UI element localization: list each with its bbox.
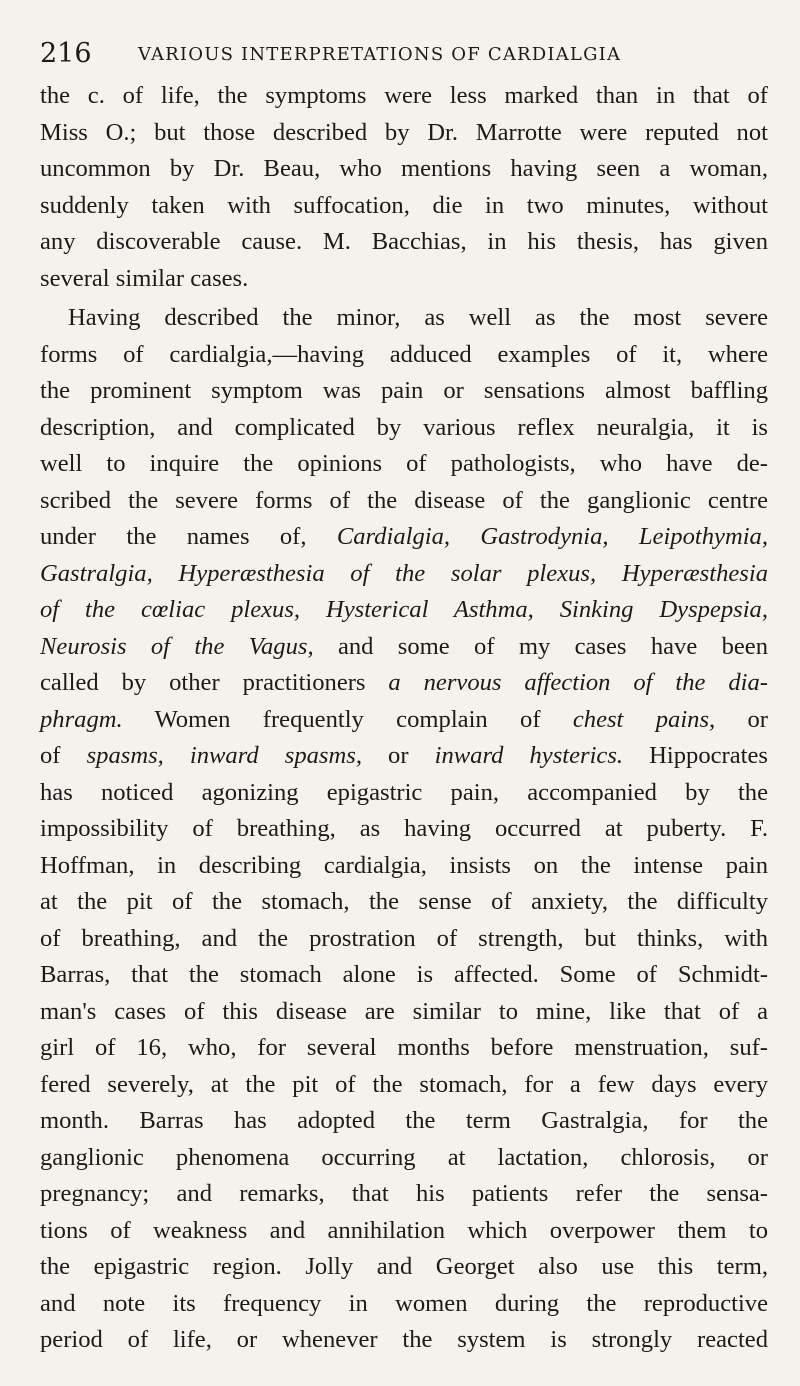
text-line: several similar cases.: [40, 264, 249, 292]
text-line: the epigastric region. Jolly and Georget also use this term,: [40, 1253, 768, 1280]
running-title: VARIOUS INTERPRETATIONS OF CARDIALGIA: [138, 44, 622, 65]
italic-term: spasms, inward spasms,: [86, 742, 362, 769]
page-number: 216: [40, 38, 92, 69]
italic-term: of the cœliac plexus, Hysterical Asthma, Sinking Dyspepsia,: [40, 596, 768, 623]
text-run: under the names of,: [40, 523, 337, 550]
text-line: Hoffman, in describing cardialgia, insists on the intense pain: [40, 851, 768, 879]
italic-term: phragm.: [40, 705, 123, 733]
text-line: Having described the minor, as well as the most severe: [68, 304, 768, 331]
text-line: impossibility of breathing, as having occurred at puberty. F.: [40, 815, 768, 842]
text-run: Women frequently complain of: [122, 705, 573, 733]
text-line: girl of 16, who, for several months before menstruation, suf-: [40, 1034, 768, 1061]
paragraph-2: [40, 300, 768, 1359]
text-line: month. Barras has adopted the term Gastralgia, for the: [40, 1107, 768, 1134]
paragraph-1: [40, 78, 768, 297]
text-line: [40, 665, 768, 702]
text-line: [40, 738, 768, 775]
text-run: called by other practitioners: [40, 669, 389, 696]
italic-term: inward hysterics.: [434, 742, 624, 769]
text-line: ganglionic phenomena occurring at lactation, chlorosis, or: [40, 1143, 768, 1171]
running-head: [40, 0, 770, 78]
text-line: uncommon by Dr. Beau, who mentions having seen a woman,: [40, 155, 768, 182]
text-run: and some of my cases have been: [313, 632, 768, 660]
text-run: or: [715, 705, 768, 733]
text-line: at the pit of the stomach, the sense of anxiety, the difficulty: [40, 888, 768, 915]
text-line: has noticed agonizing epigastric pain, accompanied by the: [40, 778, 768, 806]
text-line: man's cases of this disease are similar to mine, like that of a: [40, 997, 768, 1025]
text-line: [40, 556, 768, 593]
italic-term: Cardialgia, Gastrodynia, Leipothymia,: [336, 523, 768, 550]
text-line: [40, 702, 768, 739]
text-line: fered severely, at the pit of the stomach, for a few days every: [40, 1070, 768, 1098]
text-line: [40, 519, 768, 556]
text-run: or: [361, 742, 435, 769]
italic-term: Gastralgia, Hyperæsthesia of the solar plexus, Hyperæsthesia: [40, 559, 768, 587]
italic-term: chest pains,: [572, 705, 716, 733]
text-line: period of life, or whenever the system is strongly reacted: [40, 1326, 768, 1353]
text-line: the c. of life, the symptoms were less marked than in that of: [40, 82, 768, 109]
text-line: forms of cardialgia,—having adduced examples of it, where: [40, 340, 768, 368]
text-run: Hippocrates: [623, 742, 768, 769]
text-line: Miss O.; but those described by Dr. Marrotte were reputed not: [40, 118, 768, 146]
text-line: [40, 629, 768, 666]
text-line: pregnancy; and remarks, that his patients refer the sensa-: [40, 1180, 768, 1207]
text-line: suddenly taken with suffocation, die in two minutes, without: [40, 191, 768, 219]
text-line: scribed the severe forms of the disease of the ganglionic centre: [40, 486, 768, 514]
text-line: the prominent symptom was pain or sensations almost baffling: [40, 377, 768, 404]
text-line: Barras, that the stomach alone is affected. Some of Schmidt-: [40, 961, 768, 988]
text-line: [40, 592, 768, 629]
text-line: of breathing, and the prostration of strength, but thinks, with: [40, 924, 768, 952]
italic-term: a nervous affection of the dia-: [388, 669, 768, 696]
text-run: of: [40, 742, 87, 769]
text-line: tions of weakness and annihilation which overpower them to: [40, 1216, 768, 1244]
text-line: and note its frequency in women during the reproductive: [40, 1289, 768, 1317]
body-text: [40, 78, 768, 1359]
text-line: any discoverable cause. M. Bacchias, in his thesis, has given: [40, 228, 768, 255]
italic-term: Neurosis of the Vagus,: [40, 632, 314, 660]
text-line: description, and complicated by various reflex neuralgia, it is: [40, 413, 768, 441]
text-line: well to inquire the opinions of pathologists, who have de-: [40, 450, 768, 477]
